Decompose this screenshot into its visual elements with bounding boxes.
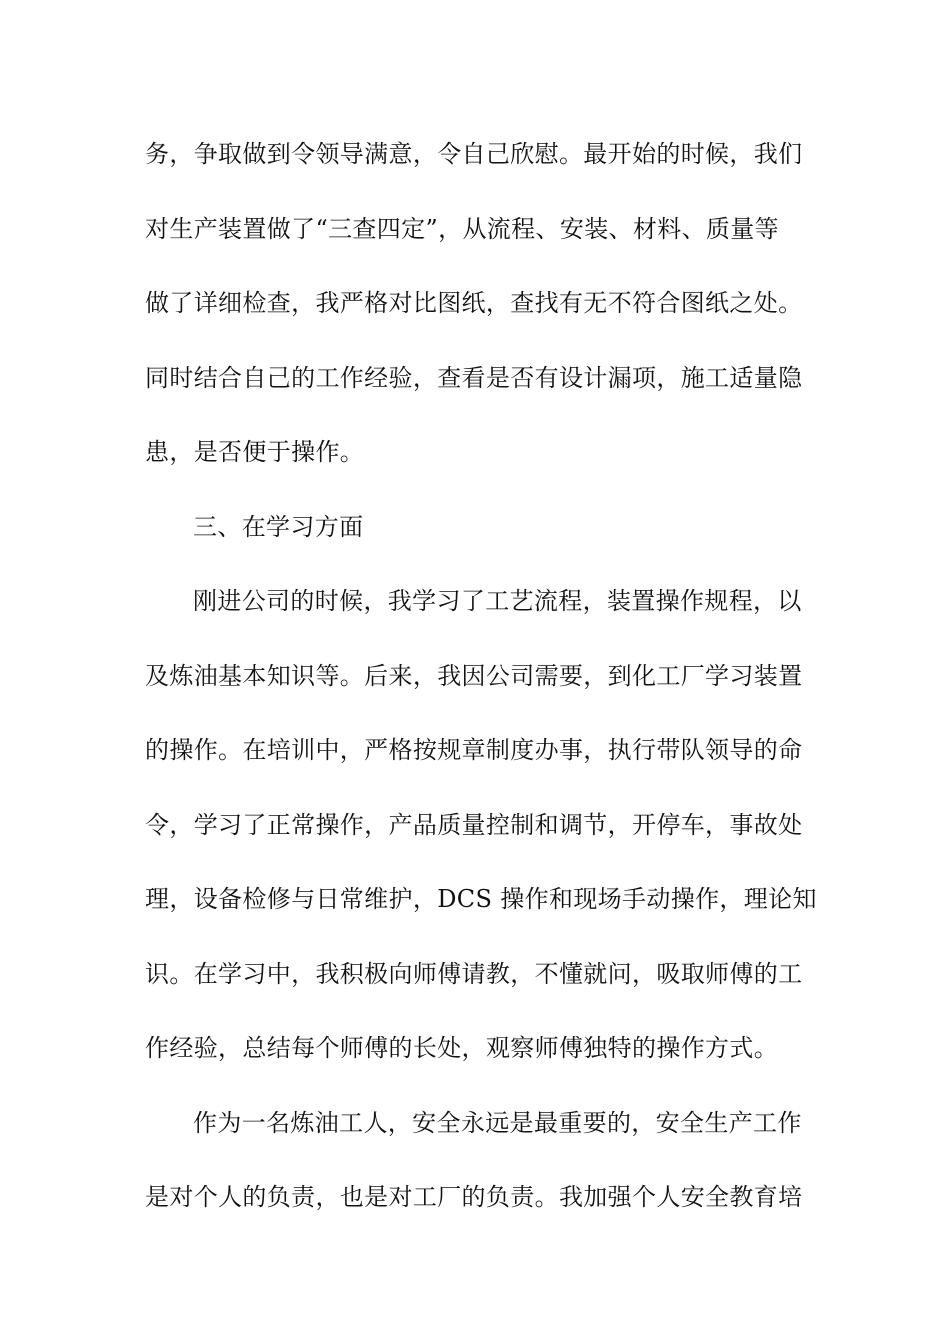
- paragraph-line: 理，设备检修与日常维护，DCS 操作和现场手动操作，理论知: [145, 885, 817, 913]
- paragraph-line: 及炼油基本知识等。后来，我因公司需要，到化工厂学习装置: [145, 661, 803, 690]
- paragraph-line: 务，争取做到令领导满意，令自己欣慰。最开始的时候，我们: [145, 140, 803, 168]
- paragraph-line: 患，是否便于操作。: [145, 438, 365, 466]
- paragraph-line: 作为一名炼油工人，安全永远是最重要的，安全生产工作: [193, 1108, 802, 1137]
- paragraph-line: 令，学习了正常操作，产品质量控制和调节，开停车，事故处: [145, 810, 803, 839]
- section-heading: 三、在学习方面: [193, 512, 364, 541]
- paragraph-line: 是对个人的负责，也是对工厂的负责。我加强个人安全教育培: [145, 1183, 803, 1211]
- paragraph-line: 对生产装置做了“三查四定”，从流程、安装、材料、质量等: [145, 214, 779, 243]
- paragraph-line: 同时结合自己的工作经验，查看是否有设计漏项，施工适量隐: [145, 363, 803, 392]
- document-body: [145, 117, 817, 1235]
- paragraph-line: 识。在学习中，我积极向师傅请教，不懂就问，吸取师傅的工: [145, 959, 803, 988]
- paragraph-line: 刚进公司的时候，我学习了工艺流程，装置操作规程，以: [193, 587, 802, 615]
- paragraph-line: 的操作。在培训中，严格按规章制度办事，执行带队领导的命: [145, 736, 803, 764]
- paragraph-line: 做了详细检查，我严格对比图纸，查找有无不符合图纸之处。: [145, 289, 803, 317]
- paragraph-line: 作经验，总结每个师傅的长处，观察师傅独特的操作方式。: [145, 1034, 779, 1062]
